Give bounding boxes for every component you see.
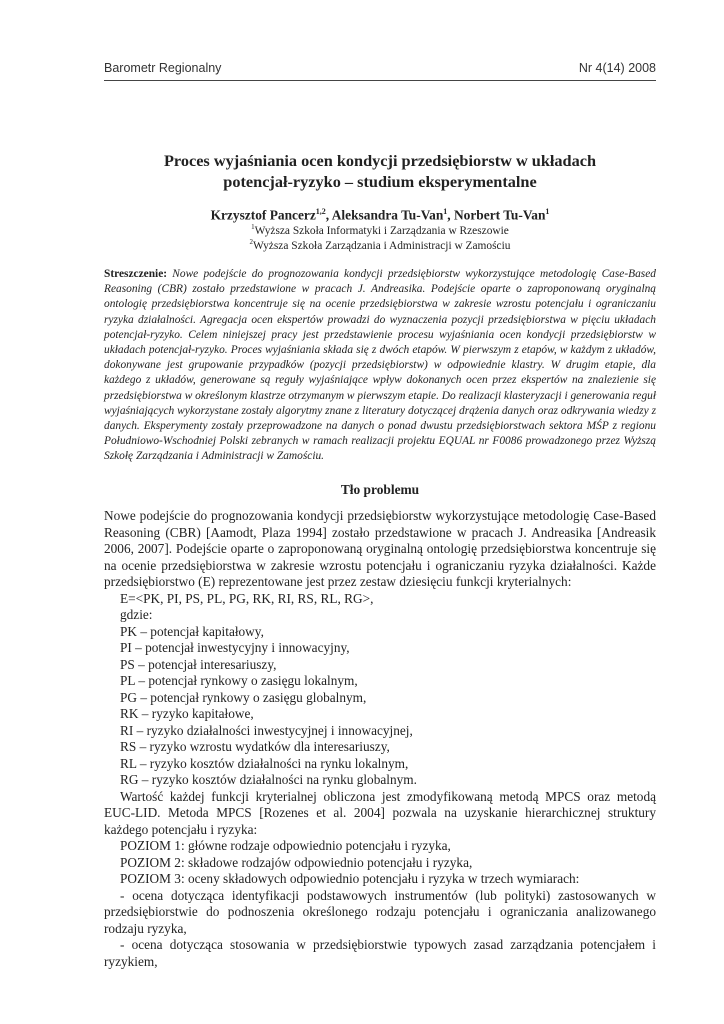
bullet-item: - ocena dotycząca stosowania w przedsiębiorstwie typowych zasad zarządzania potencjałem i ryzykiem, <box>104 937 656 969</box>
affiliation-2-sup: 2 <box>249 238 254 246</box>
bullet-item: - ocena dotycząca identyfikacji podstawowych instrumentów (lub polityki) zastosowanych w przedsiębiorstwie do podnoszenia określonego rodzaju potencjału i ograniczania analizowanego rodzaju ryzyka, <box>104 887 656 936</box>
section-heading: Tło problemu <box>340 482 420 497</box>
level-item: POZIOM 1: główne rodzaje odpowiednio potencjału i ryzyka, <box>120 838 451 853</box>
author-1: Krzysztof Pancerz <box>210 207 316 223</box>
author-3-sup: 1 <box>545 207 550 216</box>
where-label: gdzie: <box>120 607 153 622</box>
header-rule <box>104 80 656 81</box>
affiliation-1-sup: 1 <box>251 223 255 231</box>
abstract-text: Nowe podejście do prognozowania kondycji przedsiębiorstw wykorzystujące metodologię Case-Based Reasoning (CBR) zostało przedstawione w pracach J. Andreasika. Podejście oparte o zaproponowaną oryginalną ontologię przedsiębiorstwa koncentruje się na ocenie przedsiębiorstwa w zakresie wzrostu potencjału i ograniczaniu ryzyka działalności. Agregacja ocen ekspertów prowadzi do wyznaczenia pozycji przedsiębiorstwa w pięciu układach potencjał-ryzyko. Celem niniejszej pracy jest przedstawienie procesu wyjaśniania ocen kondycji przedsiębiorstw w układach potencjał-ryzyko. Proces wyjaśniania składa się z dwóch etapów. W pierwszym z etapów, w każdym z układów, dokonywane jest grupowanie przypadków (pozycji przedsiębiorstw) w odpowiednie klastry. W drugim etapie, dla każdego z układów, generowane są reguły wyjaśniające wpływ dokonanych ocen przez ekspertów na znalezienie się przedsiębiorstwa w określonym klastrze otrzymanym w pierwszym etapie. Do realizacji klasteryzacji i generowania reguł wyjaśniających wykorzystane zostały algorytmy znane z literatury dotyczącej drążenia danych oraz odkrywania wiedzy z danych. Eksperymenty zostały przeprowadzone na danych o ponad dwustu przedsiębiorstwach sektora MŚP z regionu Południowo-Wschodniej Polski zebranych w ramach realizacji projektu EQUAL nr F0086 prowadzonego przez Wyższą Szkołę Zarządzania i Administracji w Zamościu. <box>104 268 656 463</box>
paragraph-2: Wartość każdej funkcji kryterialnej obliczona jest zmodyfikowaną metodą MPCS oraz metodą EUC-LID. Metoda MPCS [Rozenes et al. 2004] pozwala na uzyskanie hierarchicznej struktury każdego potencjału i ryzyka: <box>104 788 656 837</box>
paragraph-1: Nowe podejście do prognozowania kondycji przedsiębiorstw wykorzystujące metodologię Case-Based Reasoning (CBR) [Aamodt, Plaza 1994] zostało przedstawione w pracach J. Andreasika [Andreasik 2006, 2007]. Podejście oparte o zaproponowaną oryginalną ontologię przedsiębiorstwa koncentruje się na ocenie przedsiębiorstwa w zakresie wzrostu potencjału i ograniczaniu ryzyka działalności. Każde przedsiębiorstwo (E) reprezentowane jest przez zestaw dziesięciu funkcji kryterialnych: <box>104 508 656 589</box>
definition-item: RS – ryzyko wzrostu wydatków dla interesariuszy, <box>120 739 390 754</box>
affiliation-2-text: Wyższa Szkoła Zarządzania i Administracji w Zamościu <box>253 239 511 252</box>
abstract <box>104 267 656 465</box>
affiliation-1-text: Wyższa Szkoła Informatyki i Zarządzania w Rzeszowie <box>254 224 509 237</box>
definition-item: PI – potencjał inwestycyjny i innowacyjny, <box>120 640 350 655</box>
author-list: Krzysztof Pancerz$^{1,2}$, Aleksandra Tu-Van$^1$, Norbert Tu-Van$^1$ <box>210 207 550 223</box>
level-item: POZIOM 2: składowe rodzajów odpowiednio potencjału i ryzyka, <box>120 854 473 870</box>
level-item: POZIOM 3: oceny składowych odpowiednio potencjału i ryzyka w trzech wymiarach: <box>120 871 580 886</box>
author-1-sup: 1,2 <box>315 207 326 216</box>
definition-item: RL – ryzyko kosztów działalności na rynku lokalnym, <box>120 755 409 771</box>
definition-item: PG – potencjał rynkowy o zasięgu globalnym, <box>120 689 367 705</box>
paper-title <box>104 150 656 192</box>
affiliation-2 <box>104 238 656 252</box>
affiliation-1 <box>104 223 656 237</box>
running-header-journal: Barometr Regionalny <box>104 61 222 75</box>
definition-item: PK – potencjał kapitałowy, <box>120 623 264 639</box>
running-header-issue: Nr 4(14) 2008 <box>578 61 656 75</box>
author-2: Aleksandra Tu-Van <box>331 207 444 223</box>
author-3: Norbert Tu-Van <box>454 207 546 223</box>
body-text <box>104 508 656 970</box>
title-line-1: Proces wyjaśniania ocen kondycji przedsiębiorstw w układach <box>163 151 597 170</box>
definition-item: PL – potencjał rynkowy o zasięgu lokalnym, <box>120 673 358 688</box>
definition-item: RI – ryzyko działalności inwestycyjnej i innowacyjnej, <box>120 722 413 738</box>
definition-item: RK – ryzyko kapitałowe, <box>120 706 254 721</box>
author-2-sup: 1 <box>443 207 448 216</box>
abstract-label: Streszczenie: <box>104 268 168 280</box>
definition-item: RG – ryzyko kosztów działalności na rynku globalnym. <box>120 772 417 787</box>
title-line-2: potencjał-ryzyko – studium eksperymentalne <box>223 172 537 191</box>
formula: E=<PK, PI, PS, PL, PG, RK, RI, RS, RL, RG>, <box>120 590 374 606</box>
definition-item: PS – potencjał interesariuszy, <box>120 656 277 672</box>
